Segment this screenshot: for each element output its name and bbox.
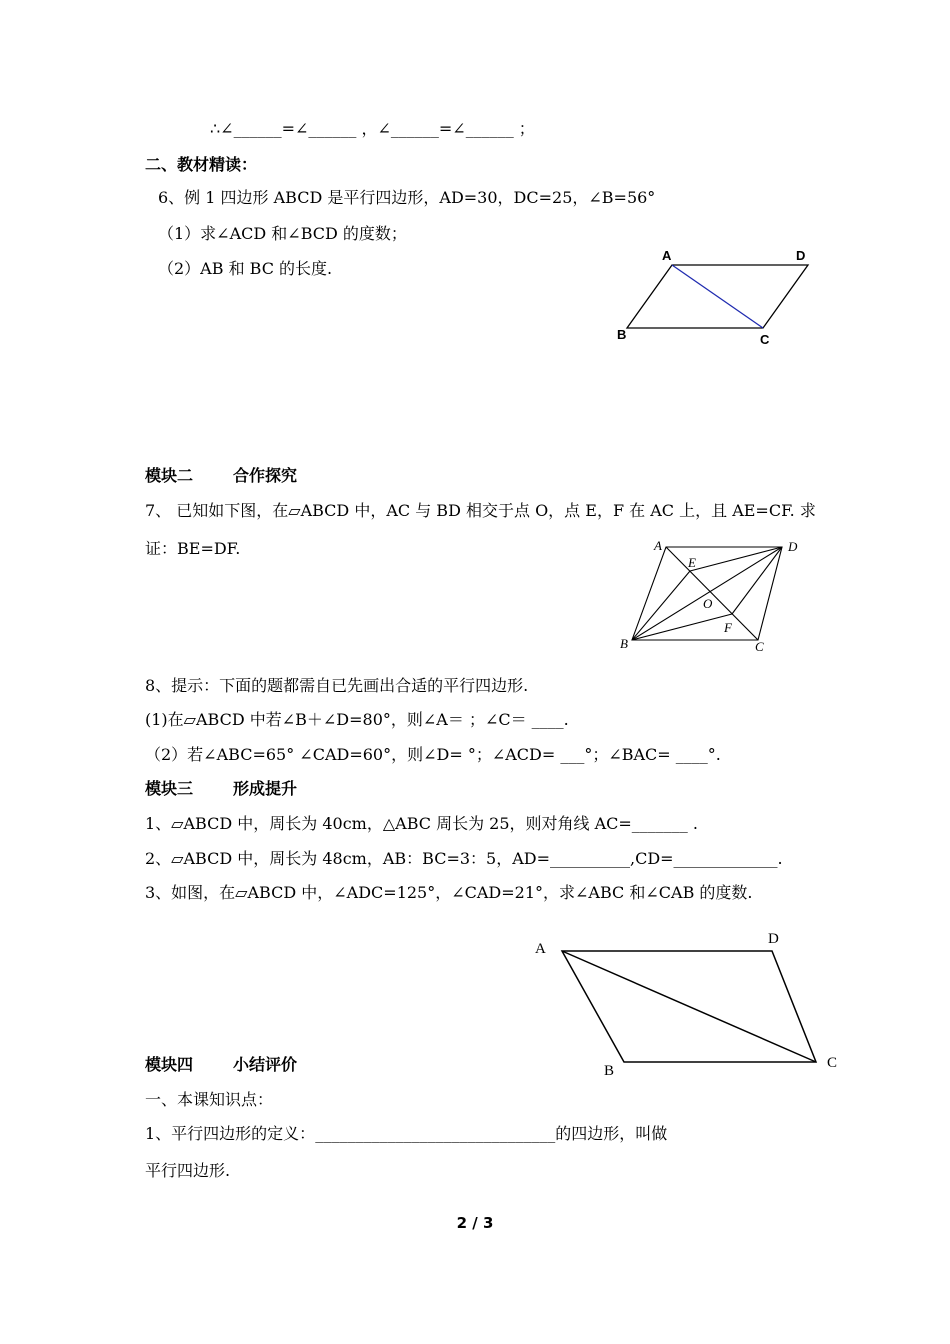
question-6-stem: 6、例 1 四边形 ABCD 是平行四边形，AD=30，DC=25，∠B=56° xyxy=(158,188,656,207)
vertex-label-d: D xyxy=(796,248,806,263)
figure-parallelogram-2 xyxy=(610,530,820,660)
module-3-title: 形成提升 xyxy=(233,779,298,798)
angle-equality-blanks: ∴∠______=∠______ ，∠______=∠______ ； xyxy=(210,119,535,138)
figure-parallelogram-1 xyxy=(610,240,820,350)
vertex-label-c: C xyxy=(755,639,764,654)
figure-parallelogram-3 xyxy=(520,925,850,1085)
vertex-label-a: A xyxy=(535,941,546,957)
question-7-line-1: 7、 已知如下图，在▱ABCD 中，AC 与 BD 相交于点 O，点 E，F 在 AC 上，且 AE=CF. 求 xyxy=(145,501,816,520)
vertex-label-c: C xyxy=(760,332,770,347)
vertex-label-b: B xyxy=(620,636,628,651)
vertex-label-b: B xyxy=(604,1063,615,1079)
definition-blank: ______________________________ xyxy=(315,1124,556,1143)
definition-line-1 xyxy=(145,1123,667,1145)
question-8-part-2: （2）若∠ABC=65° ∠CAD=60°，则∠D= °；∠ACD= ___°；∠BAC= ____°. xyxy=(145,745,721,764)
module-2-heading xyxy=(145,465,297,487)
question-8-hint: 8、提示：下面的题都需自已先画出合适的平行四边形. xyxy=(145,676,529,695)
module-2-title: 合作探究 xyxy=(233,466,298,485)
vertex-label-a: A xyxy=(662,248,672,263)
module-3-heading xyxy=(145,778,297,800)
question-7-line-2: 证：BE=DF. xyxy=(145,539,241,558)
point-label-e: E xyxy=(688,555,696,570)
module-3-question-2: 2、▱ABCD 中，周长为 48cm，AB：BC=3：5，AD=__________,CD=_____________. xyxy=(145,849,783,868)
module-2-label: 模块二 xyxy=(145,466,194,485)
module-4-subheading: 一、本课知识点： xyxy=(145,1090,274,1109)
diagonal-bd xyxy=(632,547,782,640)
segment-be xyxy=(632,571,690,640)
section-title-textbook-reading: 二、教材精读： xyxy=(145,155,258,174)
definition-prefix: 1、平行四边形的定义： xyxy=(145,1124,316,1143)
definition-line-2: 平行四边形. xyxy=(145,1161,231,1180)
diagonal-ac xyxy=(666,547,758,640)
definition-suffix: 的四边形，叫做 xyxy=(555,1124,668,1143)
segment-de xyxy=(690,547,782,571)
page-number: 2 / 3 xyxy=(456,1214,494,1232)
module-4-title: 小结评价 xyxy=(233,1055,298,1074)
question-6-part-1: （1）求∠ACD 和∠BCD 的度数； xyxy=(158,224,407,243)
diagonal-ac xyxy=(672,265,763,328)
module-4-heading xyxy=(145,1054,297,1076)
question-8-part-1: (1)在▱ABCD 中若∠B＋∠D=80°，则∠A＝ ；∠C＝ ____. xyxy=(145,710,569,729)
module-4-label: 模块四 xyxy=(145,1055,194,1074)
module-3-question-1: 1、▱ABCD 中，周长为 40cm，△ABC 周长为 25，则对角线 AC=_______ . xyxy=(145,814,698,833)
vertex-label-c: C xyxy=(827,1055,838,1071)
point-label-o: O xyxy=(703,596,713,611)
vertex-label-a: A xyxy=(654,538,662,553)
segment-bf xyxy=(632,614,732,640)
module-3-question-3: 3、如图，在▱ABCD 中，∠ADC=125°，∠CAD=21°，求∠ABC 和∠CAB 的度数. xyxy=(145,883,753,902)
point-label-f: F xyxy=(724,620,732,635)
segment-df xyxy=(732,547,782,614)
vertex-label-d: D xyxy=(768,931,779,947)
vertex-label-d: D xyxy=(788,539,798,554)
vertex-label-b: B xyxy=(617,327,627,342)
question-6-part-2: （2）AB 和 BC 的长度. xyxy=(158,259,333,278)
module-3-label: 模块三 xyxy=(145,779,194,798)
